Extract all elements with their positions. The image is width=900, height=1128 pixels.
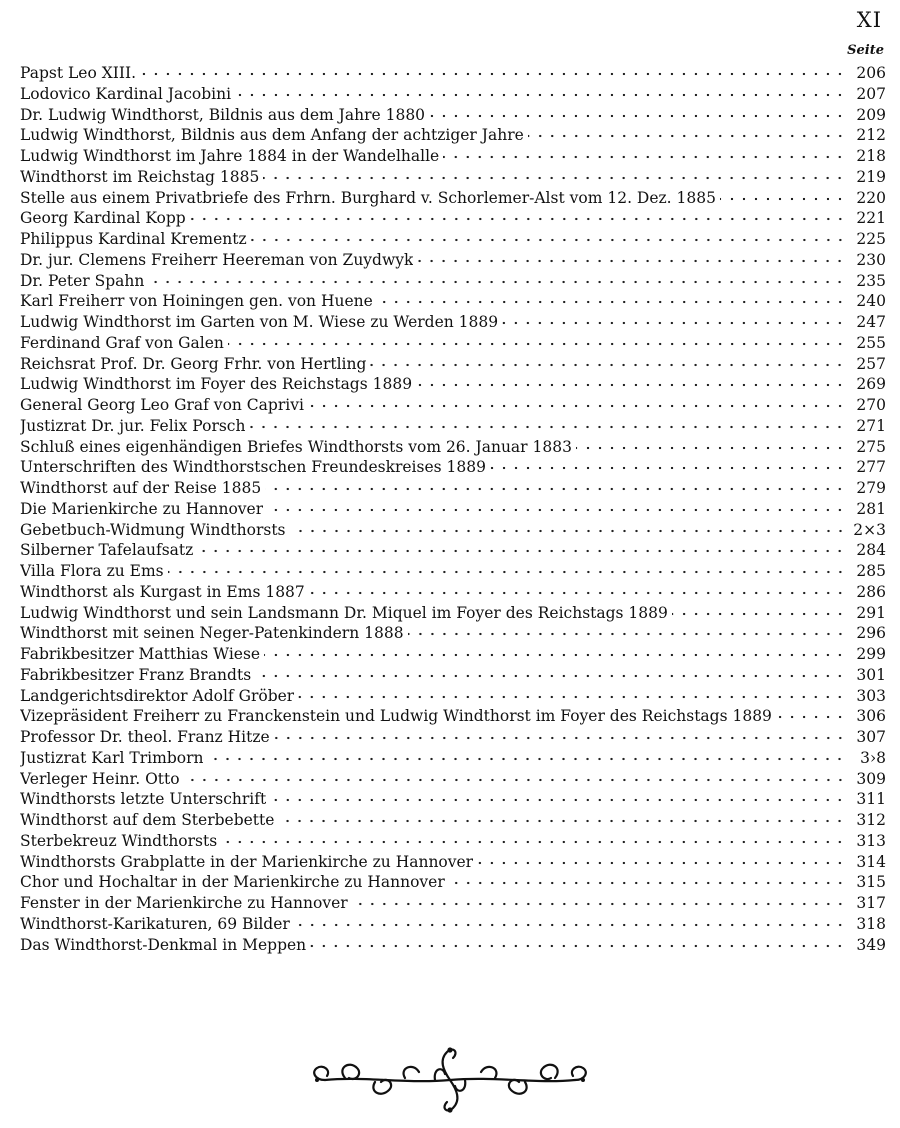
toc-entry	[20, 333, 886, 354]
entry-page-number: 317	[856, 894, 886, 912]
toc-entry	[20, 644, 886, 665]
entry-title: Ludwig Windthorst und sein Landsmann Dr. Miquel im Foyer des Reichstags 1889	[20, 603, 668, 622]
dot-leader	[221, 838, 846, 846]
entry-page-number: 230	[856, 250, 886, 269]
dot-leader	[148, 278, 846, 286]
entry-page-number: 311	[856, 790, 886, 809]
entry-title: Windthorsts letzte Unterschrift	[20, 790, 267, 809]
entry-title: Unterschriften des Windthorstschen Freundeskreises 1889	[20, 458, 486, 477]
toc-entry	[20, 789, 886, 810]
entry-title: Vizepräsident Freiherr zu Franckenstein und Ludwig Windthorst im Foyer des Reichstags 1889	[20, 707, 772, 726]
dot-leader	[190, 215, 846, 223]
entry-title: Dr. Peter Spahn	[20, 271, 145, 290]
entry-page-number: 225	[856, 230, 886, 248]
entry-page-number: 271	[856, 416, 886, 435]
toc-entry	[20, 831, 886, 852]
toc-entry	[20, 167, 886, 188]
toc-entry	[20, 63, 886, 84]
dot-leader	[449, 879, 846, 887]
entry-title: Ludwig Windthorst, Bildnis aus dem Anfang der achtziger Jahre	[20, 126, 524, 145]
entry-title: Ludwig Windthorst im Jahre 1884 in der Wandelhalle	[20, 147, 440, 165]
toc-entry	[20, 561, 886, 582]
entry-page-number: 307	[856, 728, 886, 746]
entry-page-number: 269	[856, 375, 886, 394]
entry-page-number: 291	[856, 603, 886, 622]
page-number: XI	[856, 8, 882, 32]
entry-page-number: 221	[856, 209, 886, 228]
dot-leader	[184, 776, 846, 784]
toc-entry	[20, 250, 886, 271]
toc-entry	[20, 105, 886, 126]
dot-leader	[267, 506, 846, 514]
dot-leader	[264, 651, 846, 659]
entry-title: Lodovico Kardinal Jacobini	[20, 84, 232, 103]
toc-entry	[20, 935, 886, 956]
entry-page-number: 284	[856, 541, 886, 560]
toc-entry	[20, 852, 886, 873]
toc-entry	[20, 271, 886, 292]
toc-entry	[20, 582, 886, 603]
dot-leader	[502, 319, 846, 327]
toc-entry	[20, 437, 886, 458]
entry-page-number: 275	[856, 437, 886, 456]
dot-leader	[290, 527, 847, 535]
toc-entry	[20, 188, 886, 209]
entry-title: Schluß eines eigenhändigen Briefes Windthorsts vom 26. Januar 1883	[20, 437, 572, 456]
entry-page-number: 220	[856, 188, 886, 207]
entry-page-number: 2×3	[853, 520, 886, 539]
entry-title: Verleger Heinr. Otto	[20, 769, 180, 788]
dot-leader	[263, 174, 846, 182]
entry-title: Fabrikbesitzer Matthias Wiese	[20, 645, 261, 663]
entry-title: Papst Leo XIII.	[20, 64, 137, 82]
entry-page-number: 255	[856, 333, 886, 352]
entry-page-number: 209	[856, 105, 886, 124]
toc-entry	[20, 416, 886, 437]
entry-title: Dr. jur. Clemens Freiherr Heereman von Zuydwyk	[20, 250, 414, 269]
entry-page-number: 299	[856, 645, 886, 663]
dot-leader	[417, 257, 846, 265]
toc-entry	[20, 686, 886, 707]
dot-leader	[776, 713, 846, 721]
dot-leader	[576, 444, 846, 452]
dot-leader	[528, 132, 846, 140]
toc-entry	[20, 229, 886, 250]
toc-entry	[20, 623, 886, 644]
dot-leader	[308, 402, 846, 410]
entry-title: Windthorst im Reichstag 1885	[20, 167, 260, 186]
dot-leader	[168, 568, 846, 576]
dot-leader	[265, 485, 846, 493]
entry-title: Fabrikbesitzer Franz Brandts	[20, 665, 252, 684]
entry-page-number: 281	[856, 499, 886, 518]
entry-title: Ludwig Windthorst im Garten von M. Wiese zu Werden 1889	[20, 313, 499, 331]
entry-title: Windthorst mit seinen Neger-Patenkindern 1888	[20, 624, 404, 643]
entry-title: Ferdinand Graf von Galen	[20, 333, 224, 352]
entry-title: Dr. Ludwig Windthorst, Bildnis aus dem Jahre 1880	[20, 105, 426, 124]
entry-page-number: 318	[856, 914, 886, 933]
entry-page-number: 285	[856, 562, 886, 580]
entry-page-number: 303	[856, 686, 886, 705]
entry-page-number: 315	[856, 873, 886, 892]
toc-entry	[20, 354, 886, 375]
entry-page-number: 247	[856, 313, 886, 331]
entry-page-number: 279	[856, 479, 886, 497]
entry-page-number: 206	[856, 64, 886, 82]
toc-entry	[20, 872, 886, 893]
entry-title: Gebetbuch-Widmung Windthorsts	[20, 520, 286, 539]
toc-entry	[20, 727, 886, 748]
dot-leader	[249, 423, 846, 431]
entry-title: Stelle aus einem Privatbriefe des Frhrn. Burghard v. Schorlemer-Alst vom 12. Dez. 1885	[20, 188, 716, 207]
dot-leader	[298, 693, 846, 701]
dot-leader	[294, 921, 846, 929]
entry-page-number: 301	[856, 665, 886, 684]
toc-entry	[20, 540, 886, 561]
toc-entry	[20, 457, 886, 478]
toc-entry	[20, 84, 886, 105]
dot-leader	[207, 755, 846, 763]
dot-leader	[429, 112, 846, 120]
entry-page-number: 313	[856, 831, 886, 850]
toc-entry	[20, 748, 886, 769]
entry-title: Das Windthorst-Denkmal in Meppen	[20, 935, 307, 954]
entry-title: Karl Freiherr von Hoiningen gen. von Huene	[20, 292, 373, 311]
dot-leader	[228, 340, 846, 348]
entry-page-number: 3›8	[860, 748, 886, 767]
toc-entry	[20, 520, 886, 541]
dot-leader	[270, 796, 846, 804]
toc-entry	[20, 208, 886, 229]
dot-leader	[443, 153, 846, 161]
dot-leader	[309, 589, 846, 597]
entry-title: Villa Flora zu Ems	[20, 562, 164, 580]
dot-leader	[720, 195, 846, 203]
dot-leader	[408, 630, 846, 638]
entry-page-number: 240	[856, 292, 886, 311]
entry-page-number: 349	[856, 935, 886, 954]
entry-title: Die Marienkirche zu Hannover	[20, 499, 264, 518]
entry-title: Fenster in der Marienkirche zu Hannover	[20, 894, 348, 912]
toc-entry	[20, 374, 886, 395]
entry-title: Sterbekreuz Windthorsts	[20, 831, 218, 850]
entry-title: Windthorst auf der Reise 1885	[20, 479, 262, 497]
entry-page-number: 286	[856, 582, 886, 601]
toc-entry	[20, 291, 886, 312]
dot-leader	[672, 610, 846, 618]
entry-page-number: 296	[856, 624, 886, 643]
dot-leader	[477, 859, 846, 867]
toc-entry	[20, 478, 886, 499]
dot-leader	[352, 900, 846, 908]
page-column-header: Seite	[847, 43, 884, 58]
toc-entry	[20, 665, 886, 686]
dot-leader	[377, 298, 846, 306]
toc-entry	[20, 312, 886, 333]
entry-title: Landgerichtsdirektor Adolf Gröber	[20, 686, 295, 705]
toc-entry	[20, 146, 886, 167]
entry-page-number: 218	[856, 147, 886, 165]
entry-page-number: 306	[856, 707, 886, 726]
toc-entry	[20, 603, 886, 624]
toc-entry	[20, 769, 886, 790]
entry-title: Reichsrat Prof. Dr. Georg Frhr. von Hertling	[20, 354, 367, 373]
toc-entry	[20, 125, 886, 146]
dot-leader	[278, 817, 846, 825]
entry-title: Windthorst auf dem Sterbebette	[20, 811, 275, 829]
entry-page-number: 207	[856, 84, 886, 103]
dot-leader	[255, 672, 846, 680]
entry-page-number: 212	[856, 126, 886, 145]
toc-entry	[20, 499, 886, 520]
dot-leader	[274, 734, 846, 742]
entry-page-number: 219	[856, 167, 886, 186]
entry-title: Windthorst als Kurgast in Ems 1887	[20, 582, 305, 601]
toc-entry	[20, 893, 886, 914]
dot-leader	[235, 91, 846, 99]
entry-title: Chor und Hochaltar in der Marienkirche zu Hannover	[20, 873, 445, 892]
toc-entry	[20, 810, 886, 831]
dot-leader	[140, 70, 846, 78]
entry-title: General Georg Leo Graf von Caprivi	[20, 396, 304, 414]
dot-leader	[490, 464, 846, 472]
entry-title: Philippus Kardinal Krementz	[20, 230, 247, 248]
toc-entry	[20, 914, 886, 935]
illustration-list	[20, 63, 886, 955]
entry-title: Georg Kardinal Kopp	[20, 209, 186, 228]
entry-title: Windthorst-Karikaturen, 69 Bilder	[20, 914, 290, 933]
entry-title: Justizrat Karl Trimborn	[20, 748, 204, 767]
dot-leader	[370, 361, 846, 369]
entry-page-number: 270	[856, 396, 886, 414]
dot-leader	[251, 236, 846, 244]
entry-page-number: 312	[856, 811, 886, 829]
toc-entry	[20, 395, 886, 416]
dot-leader	[310, 942, 846, 950]
dot-leader	[416, 381, 846, 389]
entry-page-number: 309	[856, 769, 886, 788]
entry-title: Justizrat Dr. jur. Felix Porsch	[20, 416, 246, 435]
entry-page-number: 277	[856, 458, 886, 477]
dot-leader	[197, 547, 846, 555]
toc-entry	[20, 706, 886, 727]
entry-title: Windthorsts Grabplatte in der Marienkirche zu Hannover	[20, 852, 474, 871]
entry-title: Professor Dr. theol. Franz Hitze	[20, 728, 270, 746]
entry-page-number: 235	[856, 271, 886, 290]
entry-title: Silberner Tafelaufsatz	[20, 541, 194, 560]
entry-page-number: 314	[856, 852, 886, 871]
scroll-flourish-icon	[305, 1038, 595, 1118]
entry-page-number: 257	[856, 354, 886, 373]
entry-title: Ludwig Windthorst im Foyer des Reichstags 1889	[20, 375, 413, 394]
